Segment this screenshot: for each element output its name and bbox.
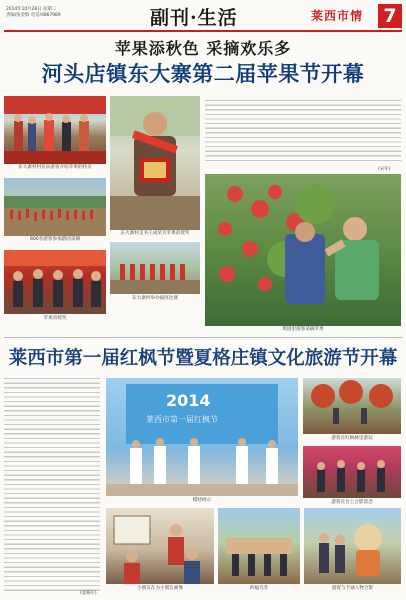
masthead — [0, 0, 406, 30]
page-number: 7 — [378, 4, 402, 28]
article1-caption-4: 东大寨村举办拔河比赛 — [132, 296, 178, 301]
date-line: 2014年10月28日 星期二 — [6, 7, 57, 12]
article1-credit: (宋军) — [378, 167, 391, 172]
stage-banner-sub: 莱西市第一届红枫节 — [146, 415, 218, 424]
article1-photo-crowd-2 — [4, 178, 106, 236]
article1-body — [205, 100, 401, 164]
article2-photo-blessing — [218, 508, 300, 584]
article1-photo-ceremony — [4, 250, 106, 314]
article2-body — [4, 378, 100, 592]
article1-headline: 河头店镇东大寨第二届苹果节开幕 — [41, 62, 365, 86]
article1-caption-5: 苹果帝授奖 — [43, 316, 67, 321]
section-divider — [4, 337, 402, 338]
article1-caption-3: 600名游客参加游园采摘 — [29, 237, 81, 242]
article2-caption-6: 游客与卡通人物合影 — [331, 586, 374, 591]
article1-photo-award — [110, 96, 200, 230]
article2-photo-cartoon — [304, 508, 401, 584]
issue-date — [6, 7, 126, 19]
article2-caption-2: 游客在红枫林里游玩 — [331, 436, 373, 441]
article2-caption-1: 模特展示 — [192, 498, 212, 503]
article2-caption-3: 游客在台上合影留念 — [331, 500, 373, 505]
brand-name: 莱西市情 — [311, 9, 364, 23]
article1-kicker: 苹果添秋色 采摘欢乐多 — [114, 39, 292, 58]
article1-caption-6: 果园里游客采摘苹果 — [282, 327, 324, 332]
article2-photo-stage-group — [303, 446, 401, 498]
article1-caption-1: 东大寨村村民向游客介绍苹果的特点 — [18, 165, 92, 170]
stage-banner-year: 2014 — [166, 391, 211, 410]
article2-headline: 莱西市第一届红枫节暨夏格庄镇文化旅游节开幕 — [8, 348, 398, 369]
article1-photo-crowd — [4, 96, 106, 164]
article2-caption-5: 祈福乌冬 — [249, 586, 269, 591]
editor-line: 责编/张金辉 电话/4867989 — [6, 13, 61, 18]
article1-photo-tug-of-war — [110, 242, 200, 294]
article2-photo-stage — [106, 378, 298, 496]
article1-photo-apple-picking — [205, 174, 401, 326]
article2-credit: (夏格庄) — [80, 591, 97, 596]
article1-caption-2: 东大寨村支书王成荣为苹果帝授奖 — [120, 231, 190, 236]
section-title: 副刊·生活 — [150, 7, 238, 29]
article2-photo-red-maple — [303, 378, 401, 434]
article2-caption-4: 小朋友在为小朋友画像 — [137, 586, 183, 591]
masthead-rule — [4, 30, 402, 32]
article2-photo-painting — [106, 508, 214, 584]
